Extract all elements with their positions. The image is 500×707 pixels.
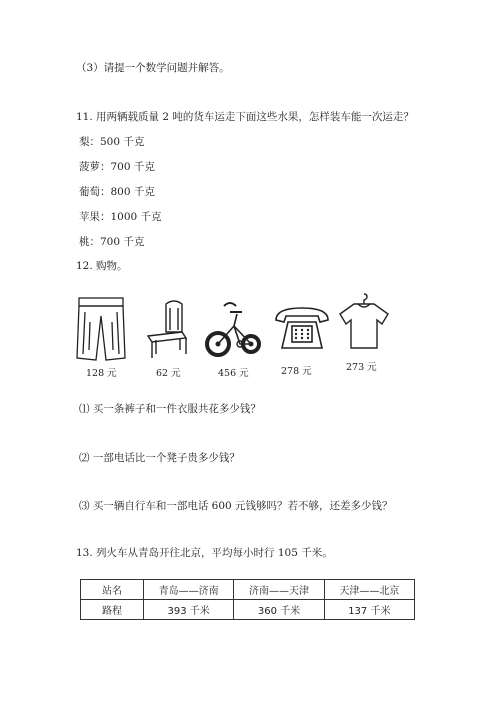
item-bicycle <box>204 292 264 382</box>
shopping-items <box>72 292 407 382</box>
table-header-row <box>81 580 415 600</box>
fruit-peach: 桃：700 千克 <box>79 236 145 248</box>
pants-icon <box>72 292 132 364</box>
fruit-pear: 梨：500 千克 <box>79 136 145 148</box>
fruit-grape: 葡萄：800 千克 <box>79 186 155 198</box>
question-11-title: 11. 用两辆载质量 2 吨的货车运走下面这些水果，怎样装车能一次运走？ <box>76 111 414 123</box>
question-12-title: 12. 购物。 <box>76 260 128 272</box>
fruit-pineapple: 菠萝：700 千克 <box>79 161 155 173</box>
table-header-cell: 站名 <box>81 580 144 600</box>
item-pants <box>72 292 132 382</box>
question-12-part-1: ⑴ 买一条裤子和一件衣服共花多少钱？ <box>79 403 261 415</box>
question-12-part-3: ⑶ 买一辆自行车和一部电话 600 元钱够吗？若不够，还差多少钱？ <box>79 500 393 512</box>
table-header-cell: 青岛——济南 <box>144 580 234 600</box>
table-header-cell: 济南——天津 <box>234 580 324 600</box>
price-shirt: 273 元 <box>346 362 377 373</box>
telephone-icon <box>272 292 332 364</box>
question-13-title: 13. 列火车从青岛开往北京，平均每小时行 105 千米。 <box>76 547 333 559</box>
table-header-cell: 天津——北京 <box>324 580 414 600</box>
price-telephone: 278 元 <box>281 366 312 377</box>
question-10-part-3: （3）请提一个数学问题并解答。 <box>76 62 230 74</box>
table-cell: 393 千米 <box>144 600 234 620</box>
table-cell: 360 千米 <box>234 600 324 620</box>
question-12-part-2: ⑵ 一部电话比一个凳子贵多少钱？ <box>79 452 240 464</box>
chair-icon <box>140 292 200 364</box>
bicycle-icon <box>204 292 268 364</box>
price-pants: 128 元 <box>86 368 117 379</box>
table-row <box>81 600 415 620</box>
table-cell: 路程 <box>81 600 144 620</box>
shirt-icon <box>334 292 394 364</box>
route-distance-table <box>80 579 415 620</box>
item-telephone <box>272 292 332 382</box>
price-bicycle: 456 元 <box>218 368 249 379</box>
price-chair: 62 元 <box>156 368 181 379</box>
fruit-apple: 苹果：1000 千克 <box>79 211 162 223</box>
table-cell: 137 千米 <box>324 600 414 620</box>
item-shirt <box>334 292 394 382</box>
item-chair <box>140 292 200 382</box>
